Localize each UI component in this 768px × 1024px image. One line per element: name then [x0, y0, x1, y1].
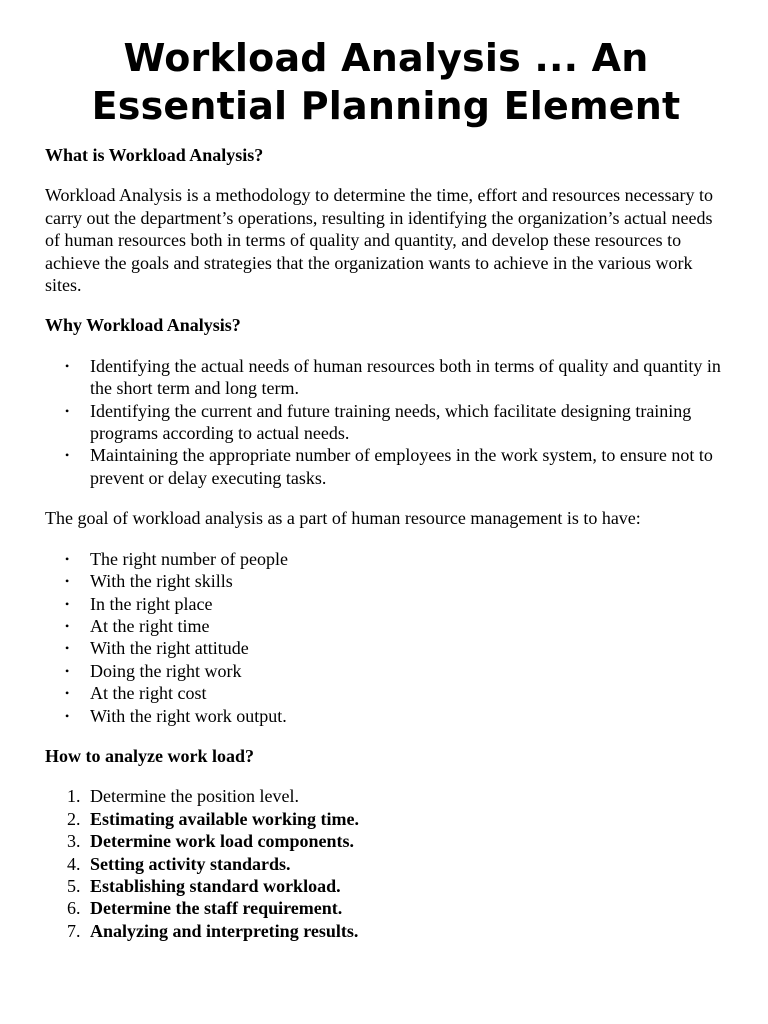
list-item: • At the right cost	[45, 682, 727, 704]
list-item: • Maintaining the appropriate number of employees in the work system, to ensure not to prevent or delay executing tasks.	[45, 444, 727, 489]
list-item: • The right number of people	[45, 548, 727, 570]
step-text: Analyzing and interpreting results.	[90, 920, 359, 941]
list-item: • With the right work output.	[45, 705, 727, 727]
step-item	[45, 920, 727, 942]
step-number: 6.	[67, 898, 81, 919]
step-text: Determine the staff requirement.	[90, 898, 343, 919]
step-number: 1.	[67, 786, 81, 807]
section-heading-what-is: What is Workload Analysis?	[45, 145, 264, 165]
goal-intro-paragraph: The goal of workload analysis as a part of human resource management is to have:	[45, 508, 641, 529]
list-item: • Doing the right work	[45, 660, 727, 682]
step-item	[45, 897, 727, 919]
step-number: 5.	[67, 875, 81, 896]
goal-bullet-list	[45, 548, 727, 727]
step-text: Setting activity standards.	[90, 853, 291, 874]
step-text: Determine the position level.	[90, 786, 299, 807]
steps-numbered-list	[45, 785, 727, 942]
step-item	[45, 853, 727, 875]
step-item	[45, 830, 727, 852]
step-number: 3.	[67, 831, 81, 852]
list-item: • With the right skills	[45, 570, 727, 592]
step-item	[45, 808, 727, 830]
list-item: • At the right time	[45, 615, 727, 637]
document-title: Workload Analysis ... An Essential Planning Element	[91, 36, 681, 128]
list-item: • Identifying the current and future training needs, which facilitate designing training programs according to actual needs.	[45, 400, 727, 445]
step-item	[45, 875, 727, 897]
step-text: Determine work load components.	[90, 831, 354, 852]
step-number: 7.	[67, 920, 81, 941]
list-item: • Identifying the actual needs of human resources both in terms of quality and quantity in the short term and long term.	[45, 355, 727, 400]
definition-paragraph: Workload Analysis is a methodology to determine the time, effort and resources necessary to carry out the department’s operations, resulting in identifying the organization’s actual needs of human resources both in terms of quality and quantity, and develop these resources to achieve the goals and strategies that the organization wants to achieve in the various work sites.	[45, 185, 714, 296]
why-bullet-list	[45, 355, 727, 489]
step-number: 2.	[67, 808, 81, 829]
section-heading-why: Why Workload Analysis?	[45, 315, 241, 336]
step-number: 4.	[67, 853, 81, 874]
step-item	[45, 785, 727, 807]
section-heading-how-to: How to analyze work load?	[45, 745, 254, 766]
list-item: • In the right place	[45, 593, 727, 615]
step-text: Estimating available working time.	[90, 808, 359, 829]
document-page	[45, 34, 727, 942]
step-text: Establishing standard workload.	[90, 875, 341, 896]
list-item: • With the right attitude	[45, 637, 727, 659]
